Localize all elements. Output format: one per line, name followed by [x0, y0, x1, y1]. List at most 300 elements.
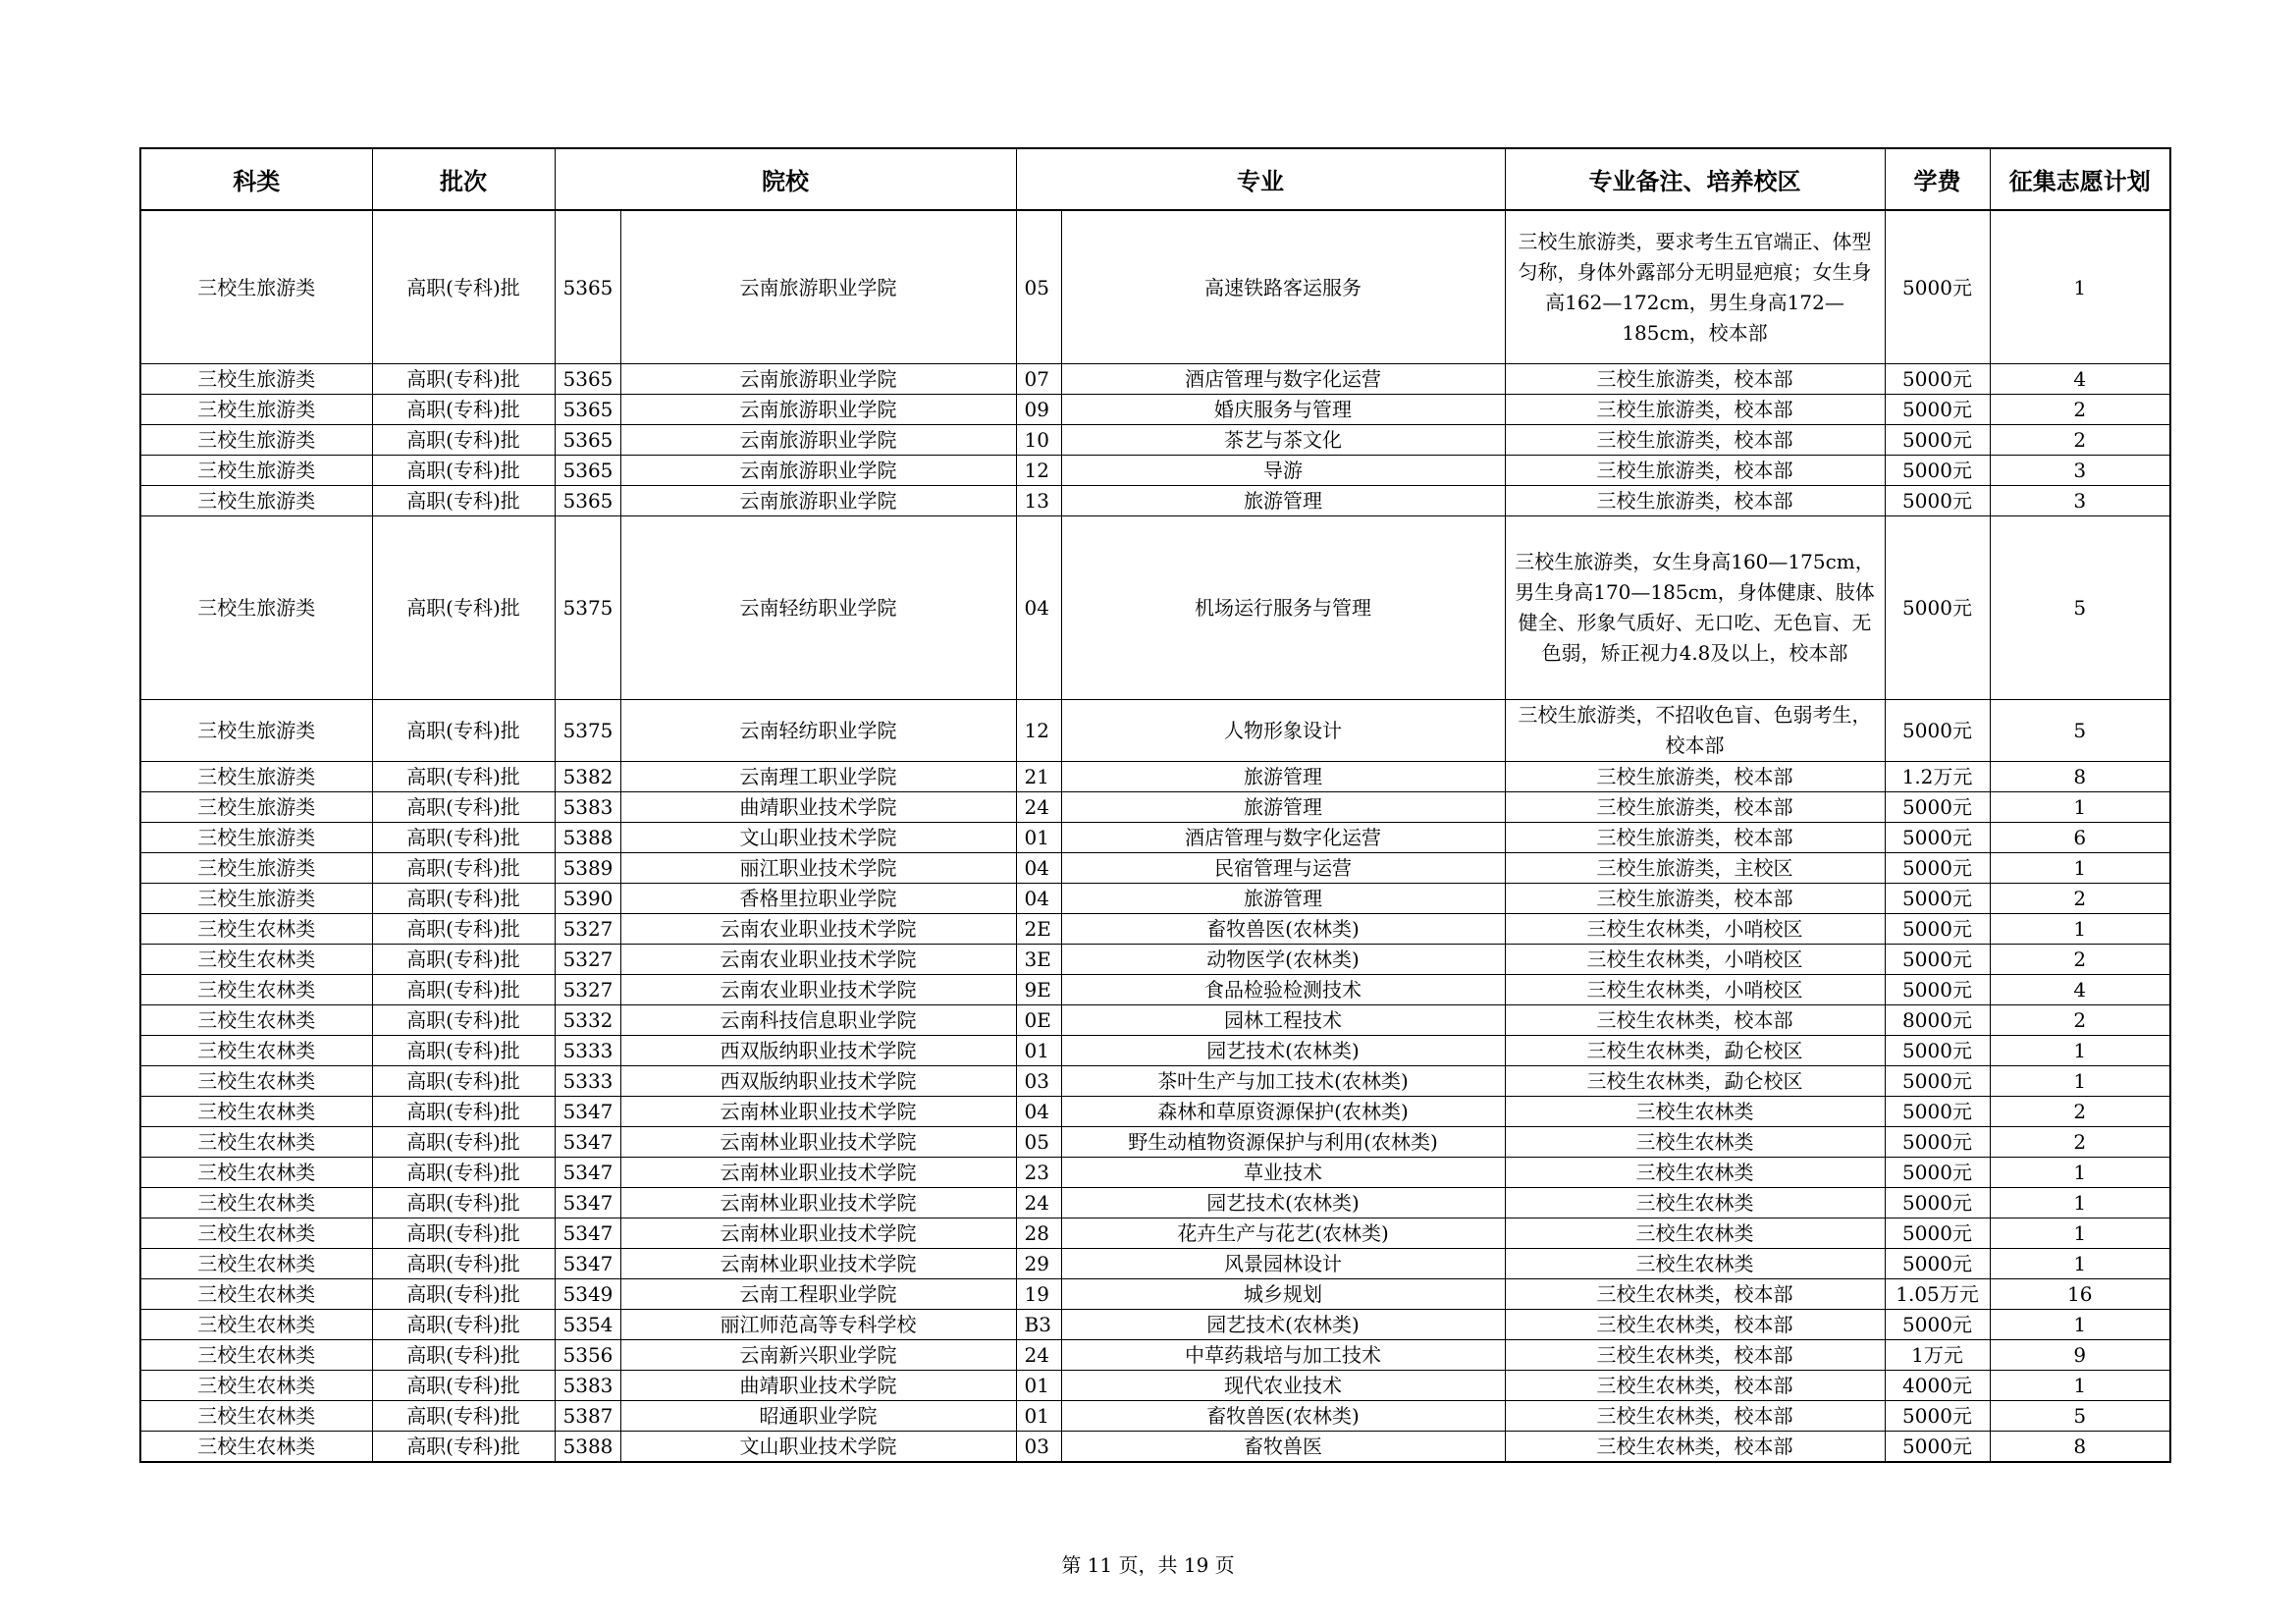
batch-cell: 高职(专科)批: [372, 853, 555, 884]
table-row: [140, 975, 2170, 1005]
major-name-cell: 旅游管理: [1061, 486, 1505, 516]
note-cell: 三校生农林类，小哨校区: [1505, 914, 1885, 945]
school-code-cell: 5365: [555, 456, 620, 486]
category-cell: 三校生旅游类: [140, 792, 372, 823]
fee-cell: 5000元: [1885, 700, 1990, 762]
category-cell: 三校生农林类: [140, 1401, 372, 1432]
table-row: [140, 1218, 2170, 1249]
major-name-cell: 食品检验检测技术: [1061, 975, 1505, 1005]
fee-cell: 1.05万元: [1885, 1279, 1990, 1310]
note-cell: 三校生农林类: [1505, 1249, 1885, 1279]
school-name-cell: 云南理工职业学院: [620, 762, 1016, 792]
batch-cell: 高职(专科)批: [372, 516, 555, 700]
fee-cell: 5000元: [1885, 456, 1990, 486]
batch-cell: 高职(专科)批: [372, 1066, 555, 1097]
plan-cell: 2: [1990, 1097, 2170, 1127]
major-code-cell: 01: [1016, 1401, 1061, 1432]
school-name-cell: 云南农业职业技术学院: [620, 914, 1016, 945]
note-cell: 三校生农林类: [1505, 1188, 1885, 1218]
school-code-cell: 5375: [555, 516, 620, 700]
fee-cell: 5000元: [1885, 210, 1990, 364]
batch-cell: 高职(专科)批: [372, 914, 555, 945]
plan-cell: 2: [1990, 1005, 2170, 1036]
school-name-cell: 云南旅游职业学院: [620, 364, 1016, 395]
note-cell: 三校生农林类，校本部: [1505, 1371, 1885, 1401]
table-row: [140, 425, 2170, 456]
plan-cell: 5: [1990, 1401, 2170, 1432]
school-name-cell: 西双版纳职业技术学院: [620, 1066, 1016, 1097]
fee-cell: 5000元: [1885, 1127, 1990, 1158]
major-name-cell: 人物形象设计: [1061, 700, 1505, 762]
school-code-cell: 5349: [555, 1279, 620, 1310]
batch-cell: 高职(专科)批: [372, 792, 555, 823]
school-code-cell: 5383: [555, 1371, 620, 1401]
note-cell: 三校生农林类: [1505, 1218, 1885, 1249]
major-code-cell: 01: [1016, 1036, 1061, 1066]
note-cell: 三校生农林类，小哨校区: [1505, 975, 1885, 1005]
table-row: [140, 456, 2170, 486]
plan-cell: 1: [1990, 1371, 2170, 1401]
major-name-cell: 野生动植物资源保护与利用(农林类): [1061, 1127, 1505, 1158]
fee-cell: 5000元: [1885, 1036, 1990, 1066]
school-code-cell: 5327: [555, 914, 620, 945]
note-cell: 三校生旅游类，校本部: [1505, 364, 1885, 395]
header-plan: 征集志愿计划: [1990, 148, 2170, 210]
plan-cell: 3: [1990, 456, 2170, 486]
note-cell: 三校生旅游类，校本部: [1505, 395, 1885, 425]
batch-cell: 高职(专科)批: [372, 1036, 555, 1066]
note-cell: 三校生旅游类，校本部: [1505, 425, 1885, 456]
major-name-cell: 草业技术: [1061, 1158, 1505, 1188]
major-code-cell: 29: [1016, 1249, 1061, 1279]
major-name-cell: 畜牧兽医: [1061, 1432, 1505, 1463]
plan-cell: 5: [1990, 516, 2170, 700]
major-code-cell: 2E: [1016, 914, 1061, 945]
batch-cell: 高职(专科)批: [372, 1158, 555, 1188]
note-cell: 三校生农林类，勐仑校区: [1505, 1036, 1885, 1066]
school-code-cell: 5347: [555, 1249, 620, 1279]
category-cell: 三校生农林类: [140, 1005, 372, 1036]
batch-cell: 高职(专科)批: [372, 1432, 555, 1463]
school-name-cell: 丽江职业技术学院: [620, 853, 1016, 884]
major-code-cell: 10: [1016, 425, 1061, 456]
category-cell: 三校生农林类: [140, 1127, 372, 1158]
fee-cell: 5000元: [1885, 1432, 1990, 1463]
table-row: [140, 210, 2170, 364]
note-cell: 三校生旅游类，要求考生五官端正、体型匀称，身体外露部分无明显疤痕；女生身高162—172cm，男生身高172—185cm，校本部: [1505, 210, 1885, 364]
school-name-cell: 文山职业技术学院: [620, 823, 1016, 853]
plan-cell: 8: [1990, 1432, 2170, 1463]
school-name-cell: 云南林业职业技术学院: [620, 1127, 1016, 1158]
table-row: [140, 762, 2170, 792]
table-row: [140, 823, 2170, 853]
school-name-cell: 云南旅游职业学院: [620, 210, 1016, 364]
note-cell: 三校生旅游类，校本部: [1505, 884, 1885, 914]
major-code-cell: 05: [1016, 210, 1061, 364]
plan-cell: 2: [1990, 884, 2170, 914]
fee-cell: 5000元: [1885, 486, 1990, 516]
school-code-cell: 5347: [555, 1127, 620, 1158]
fee-cell: 5000元: [1885, 1188, 1990, 1218]
major-code-cell: 03: [1016, 1066, 1061, 1097]
table-row: [140, 1340, 2170, 1371]
category-cell: 三校生农林类: [140, 945, 372, 975]
school-name-cell: 云南林业职业技术学院: [620, 1218, 1016, 1249]
note-cell: 三校生农林类，校本部: [1505, 1005, 1885, 1036]
major-name-cell: 茶艺与茶文化: [1061, 425, 1505, 456]
batch-cell: 高职(专科)批: [372, 700, 555, 762]
fee-cell: 5000元: [1885, 395, 1990, 425]
category-cell: 三校生旅游类: [140, 516, 372, 700]
category-cell: 三校生农林类: [140, 1097, 372, 1127]
fee-cell: 5000元: [1885, 1249, 1990, 1279]
table-row: [140, 1036, 2170, 1066]
table-row: [140, 1188, 2170, 1218]
category-cell: 三校生旅游类: [140, 853, 372, 884]
table-row: [140, 884, 2170, 914]
school-code-cell: 5347: [555, 1097, 620, 1127]
batch-cell: 高职(专科)批: [372, 1401, 555, 1432]
table-row: [140, 1005, 2170, 1036]
batch-cell: 高职(专科)批: [372, 823, 555, 853]
category-cell: 三校生旅游类: [140, 364, 372, 395]
note-cell: 三校生旅游类，校本部: [1505, 762, 1885, 792]
batch-cell: 高职(专科)批: [372, 1371, 555, 1401]
fee-cell: 5000元: [1885, 1158, 1990, 1188]
table-row: [140, 1158, 2170, 1188]
table-row: [140, 1310, 2170, 1340]
school-code-cell: 5333: [555, 1066, 620, 1097]
table-body: [140, 210, 2170, 1462]
school-code-cell: 5354: [555, 1310, 620, 1340]
plan-cell: 16: [1990, 1279, 2170, 1310]
major-code-cell: 12: [1016, 700, 1061, 762]
note-cell: 三校生农林类，校本部: [1505, 1340, 1885, 1371]
category-cell: 三校生旅游类: [140, 823, 372, 853]
batch-cell: 高职(专科)批: [372, 762, 555, 792]
batch-cell: 高职(专科)批: [372, 456, 555, 486]
page-footer: 第 11 页，共 19 页: [1061, 1553, 1235, 1577]
major-name-cell: 酒店管理与数字化运营: [1061, 364, 1505, 395]
note-cell: 三校生旅游类，校本部: [1505, 486, 1885, 516]
major-code-cell: 09: [1016, 395, 1061, 425]
school-code-cell: 5347: [555, 1188, 620, 1218]
batch-cell: 高职(专科)批: [372, 884, 555, 914]
school-code-cell: 5390: [555, 884, 620, 914]
admission-plan-table: [139, 147, 2171, 1463]
note-cell: 三校生旅游类，主校区: [1505, 853, 1885, 884]
category-cell: 三校生旅游类: [140, 486, 372, 516]
school-code-cell: 5365: [555, 364, 620, 395]
category-cell: 三校生农林类: [140, 1340, 372, 1371]
fee-cell: 5000元: [1885, 914, 1990, 945]
school-name-cell: 云南林业职业技术学院: [620, 1097, 1016, 1127]
major-code-cell: 24: [1016, 1188, 1061, 1218]
major-name-cell: 风景园林设计: [1061, 1249, 1505, 1279]
table-row: [140, 853, 2170, 884]
fee-cell: 5000元: [1885, 1218, 1990, 1249]
table-row: [140, 792, 2170, 823]
header-school: 院校: [555, 148, 1016, 210]
major-code-cell: 07: [1016, 364, 1061, 395]
school-name-cell: 云南旅游职业学院: [620, 395, 1016, 425]
school-code-cell: 5327: [555, 945, 620, 975]
major-name-cell: 园林工程技术: [1061, 1005, 1505, 1036]
batch-cell: 高职(专科)批: [372, 1127, 555, 1158]
plan-cell: 9: [1990, 1340, 2170, 1371]
batch-cell: 高职(专科)批: [372, 364, 555, 395]
school-name-cell: 云南旅游职业学院: [620, 425, 1016, 456]
school-name-cell: 云南轻纺职业学院: [620, 516, 1016, 700]
plan-cell: 1: [1990, 1218, 2170, 1249]
major-name-cell: 园艺技术(农林类): [1061, 1310, 1505, 1340]
category-cell: 三校生农林类: [140, 1066, 372, 1097]
category-cell: 三校生农林类: [140, 1218, 372, 1249]
school-code-cell: 5356: [555, 1340, 620, 1371]
note-cell: 三校生农林类，小哨校区: [1505, 945, 1885, 975]
school-code-cell: 5365: [555, 486, 620, 516]
school-name-cell: 云南农业职业技术学院: [620, 945, 1016, 975]
major-name-cell: 畜牧兽医(农林类): [1061, 914, 1505, 945]
major-name-cell: 花卉生产与花艺(农林类): [1061, 1218, 1505, 1249]
batch-cell: 高职(专科)批: [372, 395, 555, 425]
batch-cell: 高职(专科)批: [372, 1249, 555, 1279]
major-code-cell: 01: [1016, 823, 1061, 853]
fee-cell: 5000元: [1885, 1097, 1990, 1127]
plan-cell: 3: [1990, 486, 2170, 516]
school-code-cell: 5365: [555, 425, 620, 456]
table-row: [140, 1127, 2170, 1158]
fee-cell: 1.2万元: [1885, 762, 1990, 792]
category-cell: 三校生旅游类: [140, 395, 372, 425]
batch-cell: 高职(专科)批: [372, 1279, 555, 1310]
school-name-cell: 昭通职业学院: [620, 1401, 1016, 1432]
plan-cell: 2: [1990, 1127, 2170, 1158]
plan-cell: 4: [1990, 975, 2170, 1005]
fee-cell: 1万元: [1885, 1340, 1990, 1371]
batch-cell: 高职(专科)批: [372, 1310, 555, 1340]
batch-cell: 高职(专科)批: [372, 1340, 555, 1371]
note-cell: 三校生旅游类，女生身高160—175cm，男生身高170—185cm，身体健康、肢体健全、形象气质好、无口吃、无色盲、无色弱，矫正视力4.8及以上，校本部: [1505, 516, 1885, 700]
major-name-cell: 高速铁路客运服务: [1061, 210, 1505, 364]
major-code-cell: 24: [1016, 1340, 1061, 1371]
school-name-cell: 香格里拉职业学院: [620, 884, 1016, 914]
school-name-cell: 云南新兴职业学院: [620, 1340, 1016, 1371]
school-name-cell: 云南林业职业技术学院: [620, 1249, 1016, 1279]
category-cell: 三校生农林类: [140, 1310, 372, 1340]
major-name-cell: 旅游管理: [1061, 762, 1505, 792]
major-name-cell: 婚庆服务与管理: [1061, 395, 1505, 425]
table-row: [140, 1371, 2170, 1401]
school-name-cell: 丽江师范高等专科学校: [620, 1310, 1016, 1340]
batch-cell: 高职(专科)批: [372, 210, 555, 364]
major-name-cell: 现代农业技术: [1061, 1371, 1505, 1401]
plan-cell: 2: [1990, 425, 2170, 456]
category-cell: 三校生农林类: [140, 1158, 372, 1188]
fee-cell: 5000元: [1885, 1066, 1990, 1097]
school-name-cell: 云南旅游职业学院: [620, 486, 1016, 516]
plan-cell: 1: [1990, 1158, 2170, 1188]
note-cell: 三校生农林类，校本部: [1505, 1432, 1885, 1463]
note-cell: 三校生农林类: [1505, 1097, 1885, 1127]
batch-cell: 高职(专科)批: [372, 1097, 555, 1127]
table-row: [140, 516, 2170, 700]
school-code-cell: 5388: [555, 823, 620, 853]
category-cell: 三校生农林类: [140, 1249, 372, 1279]
school-code-cell: 5365: [555, 395, 620, 425]
header-category: 科类: [140, 148, 372, 210]
plan-cell: 1: [1990, 792, 2170, 823]
plan-cell: 1: [1990, 914, 2170, 945]
school-name-cell: 云南林业职业技术学院: [620, 1188, 1016, 1218]
school-code-cell: 5347: [555, 1158, 620, 1188]
fee-cell: 5000元: [1885, 516, 1990, 700]
plan-cell: 4: [1990, 364, 2170, 395]
batch-cell: 高职(专科)批: [372, 1005, 555, 1036]
major-code-cell: 04: [1016, 853, 1061, 884]
fee-cell: 4000元: [1885, 1371, 1990, 1401]
fee-cell: 5000元: [1885, 364, 1990, 395]
plan-cell: 8: [1990, 762, 2170, 792]
major-name-cell: 城乡规划: [1061, 1279, 1505, 1310]
batch-cell: 高职(专科)批: [372, 1188, 555, 1218]
category-cell: 三校生农林类: [140, 1188, 372, 1218]
table-row: [140, 1066, 2170, 1097]
table-row: [140, 945, 2170, 975]
table-header-row: [140, 148, 2170, 210]
major-code-cell: 21: [1016, 762, 1061, 792]
note-cell: 三校生农林类: [1505, 1127, 1885, 1158]
school-code-cell: 5327: [555, 975, 620, 1005]
header-note: 专业备注、培养校区: [1505, 148, 1885, 210]
category-cell: 三校生旅游类: [140, 700, 372, 762]
batch-cell: 高职(专科)批: [372, 425, 555, 456]
major-code-cell: B3: [1016, 1310, 1061, 1340]
school-name-cell: 文山职业技术学院: [620, 1432, 1016, 1463]
category-cell: 三校生农林类: [140, 1432, 372, 1463]
major-code-cell: 04: [1016, 1097, 1061, 1127]
major-name-cell: 森林和草原资源保护(农林类): [1061, 1097, 1505, 1127]
table-row: [140, 700, 2170, 762]
category-cell: 三校生旅游类: [140, 425, 372, 456]
category-cell: 三校生旅游类: [140, 456, 372, 486]
header-batch: 批次: [372, 148, 555, 210]
fee-cell: 5000元: [1885, 945, 1990, 975]
category-cell: 三校生农林类: [140, 1371, 372, 1401]
school-code-cell: 5332: [555, 1005, 620, 1036]
batch-cell: 高职(专科)批: [372, 975, 555, 1005]
note-cell: 三校生旅游类，校本部: [1505, 823, 1885, 853]
plan-cell: 2: [1990, 395, 2170, 425]
major-code-cell: 3E: [1016, 945, 1061, 975]
school-code-cell: 5333: [555, 1036, 620, 1066]
major-name-cell: 导游: [1061, 456, 1505, 486]
note-cell: 三校生农林类，校本部: [1505, 1401, 1885, 1432]
batch-cell: 高职(专科)批: [372, 1218, 555, 1249]
major-name-cell: 中草药栽培与加工技术: [1061, 1340, 1505, 1371]
fee-cell: 5000元: [1885, 792, 1990, 823]
table-row: [140, 364, 2170, 395]
table-row: [140, 1279, 2170, 1310]
school-code-cell: 5388: [555, 1432, 620, 1463]
category-cell: 三校生农林类: [140, 914, 372, 945]
plan-cell: 1: [1990, 1249, 2170, 1279]
header-fee: 学费: [1885, 148, 1990, 210]
plan-cell: 1: [1990, 1188, 2170, 1218]
fee-cell: 8000元: [1885, 1005, 1990, 1036]
fee-cell: 5000元: [1885, 853, 1990, 884]
major-name-cell: 动物医学(农林类): [1061, 945, 1505, 975]
table-row: [140, 1432, 2170, 1463]
category-cell: 三校生农林类: [140, 1279, 372, 1310]
major-name-cell: 酒店管理与数字化运营: [1061, 823, 1505, 853]
batch-cell: 高职(专科)批: [372, 486, 555, 516]
school-code-cell: 5365: [555, 210, 620, 364]
plan-cell: 1: [1990, 1036, 2170, 1066]
major-code-cell: 9E: [1016, 975, 1061, 1005]
note-cell: 三校生旅游类，不招收色盲、色弱考生，校本部: [1505, 700, 1885, 762]
school-name-cell: 云南林业职业技术学院: [620, 1158, 1016, 1188]
major-code-cell: 04: [1016, 884, 1061, 914]
school-code-cell: 5389: [555, 853, 620, 884]
school-code-cell: 5383: [555, 792, 620, 823]
major-name-cell: 机场运行服务与管理: [1061, 516, 1505, 700]
major-name-cell: 园艺技术(农林类): [1061, 1188, 1505, 1218]
batch-cell: 高职(专科)批: [372, 945, 555, 975]
plan-cell: 1: [1990, 1066, 2170, 1097]
fee-cell: 5000元: [1885, 1310, 1990, 1340]
major-code-cell: 24: [1016, 792, 1061, 823]
plan-cell: 5: [1990, 700, 2170, 762]
school-name-cell: 西双版纳职业技术学院: [620, 1036, 1016, 1066]
school-code-cell: 5387: [555, 1401, 620, 1432]
table-row: [140, 1401, 2170, 1432]
major-code-cell: 28: [1016, 1218, 1061, 1249]
plan-cell: 2: [1990, 945, 2170, 975]
table-row: [140, 1249, 2170, 1279]
major-name-cell: 茶叶生产与加工技术(农林类): [1061, 1066, 1505, 1097]
major-code-cell: 0E: [1016, 1005, 1061, 1036]
major-name-cell: 旅游管理: [1061, 884, 1505, 914]
fee-cell: 5000元: [1885, 884, 1990, 914]
note-cell: 三校生农林类，校本部: [1505, 1279, 1885, 1310]
school-name-cell: 云南科技信息职业学院: [620, 1005, 1016, 1036]
plan-cell: 1: [1990, 210, 2170, 364]
category-cell: 三校生旅游类: [140, 210, 372, 364]
category-cell: 三校生旅游类: [140, 884, 372, 914]
table-row: [140, 914, 2170, 945]
major-code-cell: 04: [1016, 516, 1061, 700]
school-code-cell: 5382: [555, 762, 620, 792]
fee-cell: 5000元: [1885, 1401, 1990, 1432]
major-code-cell: 01: [1016, 1371, 1061, 1401]
major-code-cell: 13: [1016, 486, 1061, 516]
school-name-cell: 云南农业职业技术学院: [620, 975, 1016, 1005]
major-code-cell: 23: [1016, 1158, 1061, 1188]
school-name-cell: 曲靖职业技术学院: [620, 792, 1016, 823]
major-name-cell: 园艺技术(农林类): [1061, 1036, 1505, 1066]
major-code-cell: 03: [1016, 1432, 1061, 1463]
plan-cell: 6: [1990, 823, 2170, 853]
table-row: [140, 1097, 2170, 1127]
note-cell: 三校生农林类，校本部: [1505, 1310, 1885, 1340]
major-code-cell: 05: [1016, 1127, 1061, 1158]
fee-cell: 5000元: [1885, 975, 1990, 1005]
note-cell: 三校生旅游类，校本部: [1505, 792, 1885, 823]
plan-cell: 1: [1990, 853, 2170, 884]
major-code-cell: 19: [1016, 1279, 1061, 1310]
school-name-cell: 曲靖职业技术学院: [620, 1371, 1016, 1401]
